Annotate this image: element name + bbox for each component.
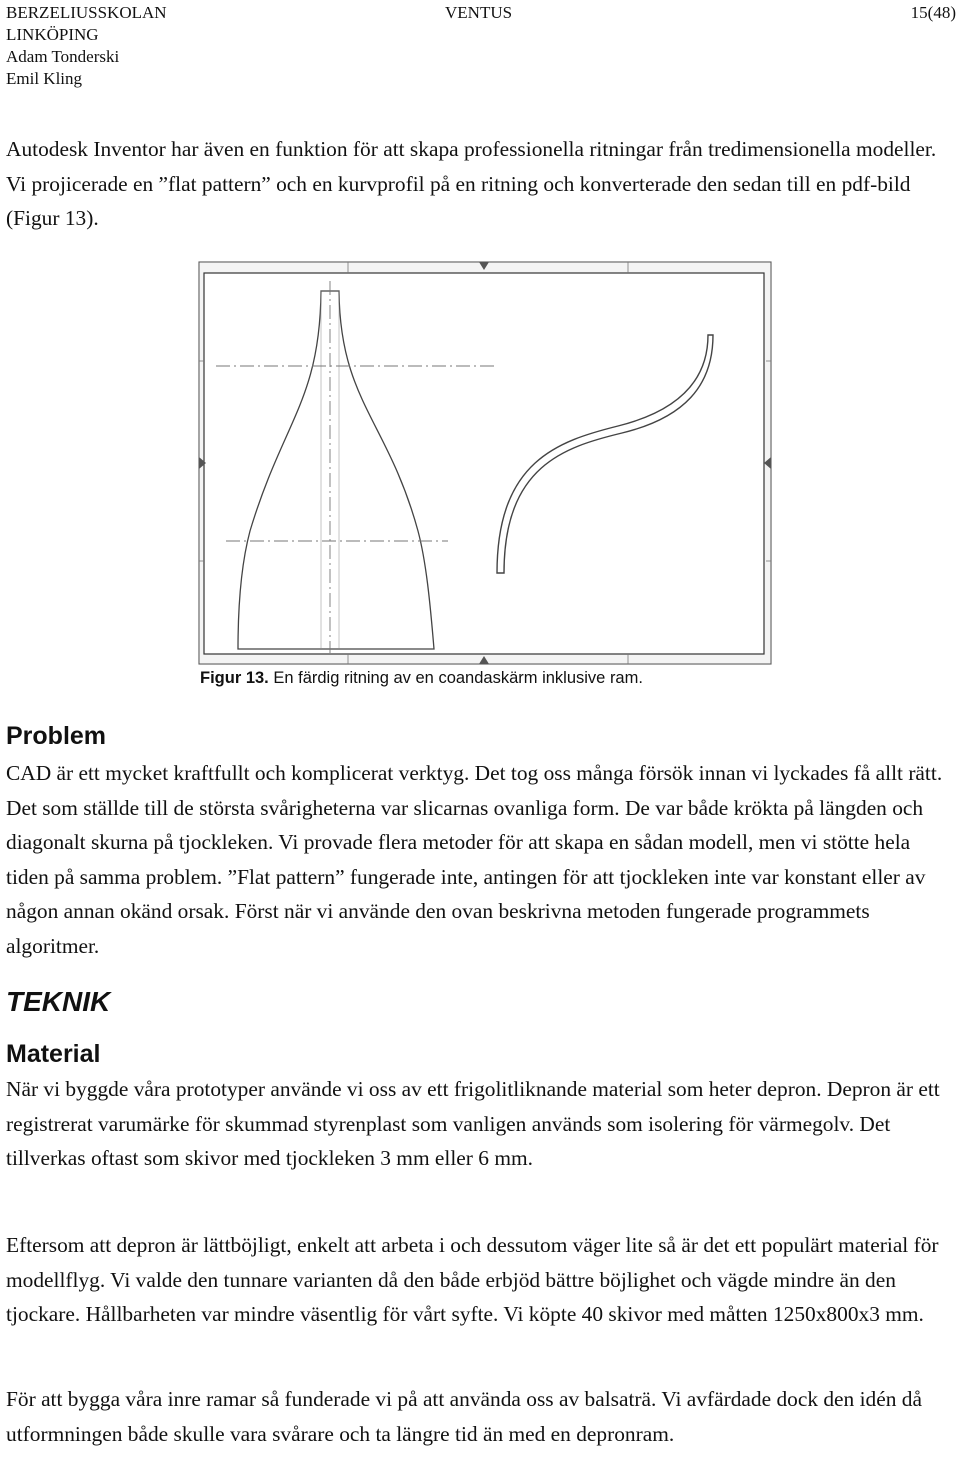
header-left-block: [6, 2, 167, 90]
figure-caption-text: En färdig ritning av en coandaskärm inklusive ram.: [268, 669, 643, 687]
material-heading: Material: [6, 1040, 101, 1068]
header-author-2: Emil Kling: [6, 69, 83, 88]
problem-heading: Problem: [6, 722, 107, 750]
technical-drawing-figure: [198, 261, 772, 665]
header-project-title: VENTUS: [445, 3, 513, 22]
problem-paragraph: CAD är ett mycket kraftfullt och komplicerat verktyg. Det tog oss många försök innan vi lyckades få allt rätt. Det som ställde till de största svårigheterna var slicarnas ovanliga form. De var både krökta på längden och diagonalt skurna på tjockleken. Vi provade flera metoder för att skapa en sådan modell, men vi stötte hela tiden på samma problem. ”Flat pattern” fungerade inte, antingen för att tjockleken inte var konstant eller av någon annan okänd orsak. Först när vi använde den ovan beskrivna metoden fungerade programmets algoritmer.: [6, 761, 943, 958]
header-author-1: Adam Tonderski: [6, 47, 120, 66]
header-city: LINKÖPING: [6, 25, 99, 44]
intro-paragraph: Autodesk Inventor har även en funktion för att skapa professionella ritningar från tredimensionella modeller. Vi projicerade en ”flat pattern” och en kurvprofil på en ritning och konverterade den sedan till en pdf-bild (Figur 13).: [6, 137, 937, 230]
drawing-svg: [198, 261, 772, 665]
drawing-frame: [204, 273, 764, 654]
teknik-heading: TEKNIK: [6, 986, 111, 1017]
figure-caption: [200, 667, 643, 689]
figure-caption-label: Figur 13.: [200, 669, 269, 687]
header-page-number: 15(48): [910, 3, 956, 22]
material-paragraph-3: För att bygga våra inre ramar så funderade vi på att använda oss av balsaträ. Vi avfärdade dock den idén då utformningen både skulle vara svårare och ta längre tid än med en depronram.: [6, 1387, 922, 1446]
material-paragraph-2: Eftersom att depron är lättböjligt, enkelt att arbeta i och dessutom väger lite så är det ett populärt material för modellflyg. Vi valde den tunnare varianten då den både erbjöd bättre böjlighet och vägde mindre än den tjockare. Hållbarheten var mindre väsentlig för vårt syfte. Vi köpte 40 skivor med måtten 1250x800x3 mm.: [6, 1233, 939, 1326]
header-school: BERZELIUSSKOLAN: [6, 3, 167, 22]
material-paragraph-1: När vi byggde våra prototyper använde vi oss av ett frigolitliknande material som heter depron. Depron är ett registrerat varumärke för skummad styrenplast som vanligen används som isolering för värmegolv. Det tillverkas oftast som skivor med tjockleken 3 mm eller 6 mm.: [6, 1077, 940, 1170]
